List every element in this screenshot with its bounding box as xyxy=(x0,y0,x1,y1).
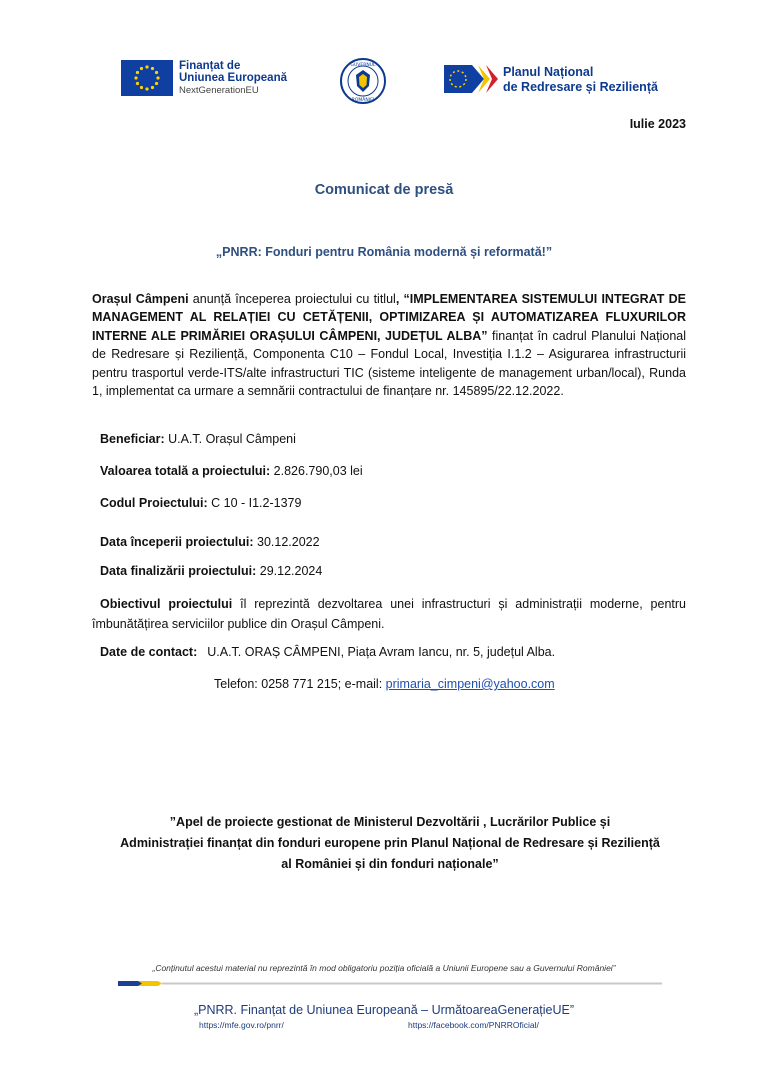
footer-disclaimer: „Conținutul acestui material nu reprezintă în mod obligatoriu poziția oficială a Uniunii Europene sau a Guvernului României” xyxy=(152,963,616,973)
objective-label: Obiectivul proiectului xyxy=(100,597,233,611)
romanian-government-seal-icon xyxy=(340,58,386,104)
pnrr-logo-line1: Planul Național xyxy=(503,65,594,79)
document-date: Iulie 2023 xyxy=(629,117,686,131)
total-value-field xyxy=(100,464,363,478)
page-title: Comunicat de presă xyxy=(314,182,454,198)
eu-star-icon xyxy=(140,67,143,70)
project-code-value: C 10 - I1.2-1379 xyxy=(207,496,302,510)
eu-star-icon xyxy=(151,86,154,89)
eu-star-icon xyxy=(136,82,139,85)
contact-phone: Telefon: 0258 771 215; e-mail: xyxy=(214,677,386,691)
footer-link-mfe[interactable]: https://mfe.gov.ro/pnrr/ xyxy=(199,1020,284,1030)
pnrr-logo-icon xyxy=(444,62,498,96)
start-date-field xyxy=(100,535,320,549)
funding-call-statement xyxy=(94,812,686,875)
start-date-label: Data începerii proiectului: xyxy=(100,535,254,549)
page-subtitle: „PNRR: Fonduri pentru România modernă și reformată!” xyxy=(215,245,553,259)
objective-text: îl reprezintă dezvoltarea unei infrastructuri și administrații moderne, pentru îmbunătățirea serviciilor publice din Orașul Câmpeni. xyxy=(92,597,686,631)
objective-paragraph xyxy=(92,594,686,634)
eu-star-icon xyxy=(145,65,148,68)
project-title: , “IMPLEMENTAREA SISTEMULUI INTEGRAT DE MANAGEMENT AL RELAȚIEI CU CETĂȚENII, OPTIMIZAREA ȘI AUTOMATIZAREA FLUXURILOR INTERNE ALE PRIMĂRIEI ORAȘULUI CÂMPENI, JUDEȚUL ALBA” xyxy=(92,292,686,343)
end-date-value: 29.12.2024 xyxy=(256,564,323,578)
call-line1: ”Apel de proiecte gestionat de Ministerul Dezvoltării , Lucrărilor Publice și xyxy=(169,815,611,829)
announcement-paragraph xyxy=(92,290,686,400)
total-value-label: Valoarea totală a proiectului: xyxy=(100,464,271,478)
gov-seal-bottom-text: ROMÂNIEI xyxy=(351,98,375,103)
footer-slogan: „PNRR. Finanțat de Uniunea Europeană – UrmătoareaGenerațieUE” xyxy=(193,1003,575,1017)
pnrr-logo-line2: de Redresare și Reziliență xyxy=(503,80,658,94)
footer-link-facebook[interactable]: https://facebook.com/PNRROficial/ xyxy=(408,1020,539,1030)
eu-star-icon xyxy=(145,87,148,90)
eu-star-icon xyxy=(134,76,137,79)
announcement-lead-text: anunță începerea proiectului cu titlul xyxy=(188,292,396,306)
eu-logo-line2: Uniunea Europeană xyxy=(179,72,287,84)
eu-star-icon xyxy=(140,86,143,89)
contact-value: U.A.T. ORAȘ CÂMPENI, Piața Avram Iancu, nr. 5, județul Alba. xyxy=(207,645,556,659)
eu-star-icon xyxy=(156,76,159,79)
footer-color-bar xyxy=(118,979,662,988)
contact-field xyxy=(100,645,555,659)
call-line2: Administrației finanțat din fonduri europene prin Planul Național de Redresare și Reziliență xyxy=(120,836,660,850)
eu-star-icon xyxy=(151,67,154,70)
eu-star-icon xyxy=(155,71,158,74)
end-date-field xyxy=(100,564,322,578)
eu-star-icon xyxy=(155,82,158,85)
announcement-lead: Orașul Câmpeni xyxy=(92,292,189,306)
beneficiary-field xyxy=(100,432,296,446)
contact-email-link[interactable]: primaria_cimpeni@yahoo.com xyxy=(385,677,555,691)
end-date-label: Data finalizării proiectului: xyxy=(100,564,257,578)
total-value-value: 2.826.790,03 lei xyxy=(270,464,363,478)
contact-label: Date de contact: xyxy=(100,645,198,659)
eu-logo-line3: NextGenerationEU xyxy=(179,85,259,96)
beneficiary-value: U.A.T. Orașul Câmpeni xyxy=(164,432,296,446)
pnrr-logo xyxy=(503,65,658,95)
project-code-field xyxy=(100,496,301,510)
gov-seal-top-text: GUVERNUL xyxy=(350,63,376,68)
eu-logo-line1: Finanțat de xyxy=(179,60,241,72)
eu-star-icon xyxy=(136,71,139,74)
start-date-value: 30.12.2022 xyxy=(253,535,320,549)
contact-phone-line xyxy=(214,677,555,691)
eu-flag-icon xyxy=(121,60,173,96)
announcement-details: finanțat în cadrul Planului Național de Redresare și Reziliență, Componenta C10 – Fondul Local, Investiția I.1.2 – Asigurarea infrastructurii pentru trasportul verde-ITS/alte infrastructuri TIC (sisteme inteligente de management urban/local), Runda 1, implementat ca urmare a semnării contractului de finanțare nr. 145895/22.12.2022. xyxy=(92,328,686,399)
call-line3: al României și din fonduri naționale” xyxy=(281,857,499,871)
beneficiary-label: Beneficiar: xyxy=(100,432,165,446)
eu-funding-logo xyxy=(179,60,287,97)
project-code-label: Codul Proiectului: xyxy=(100,496,208,510)
